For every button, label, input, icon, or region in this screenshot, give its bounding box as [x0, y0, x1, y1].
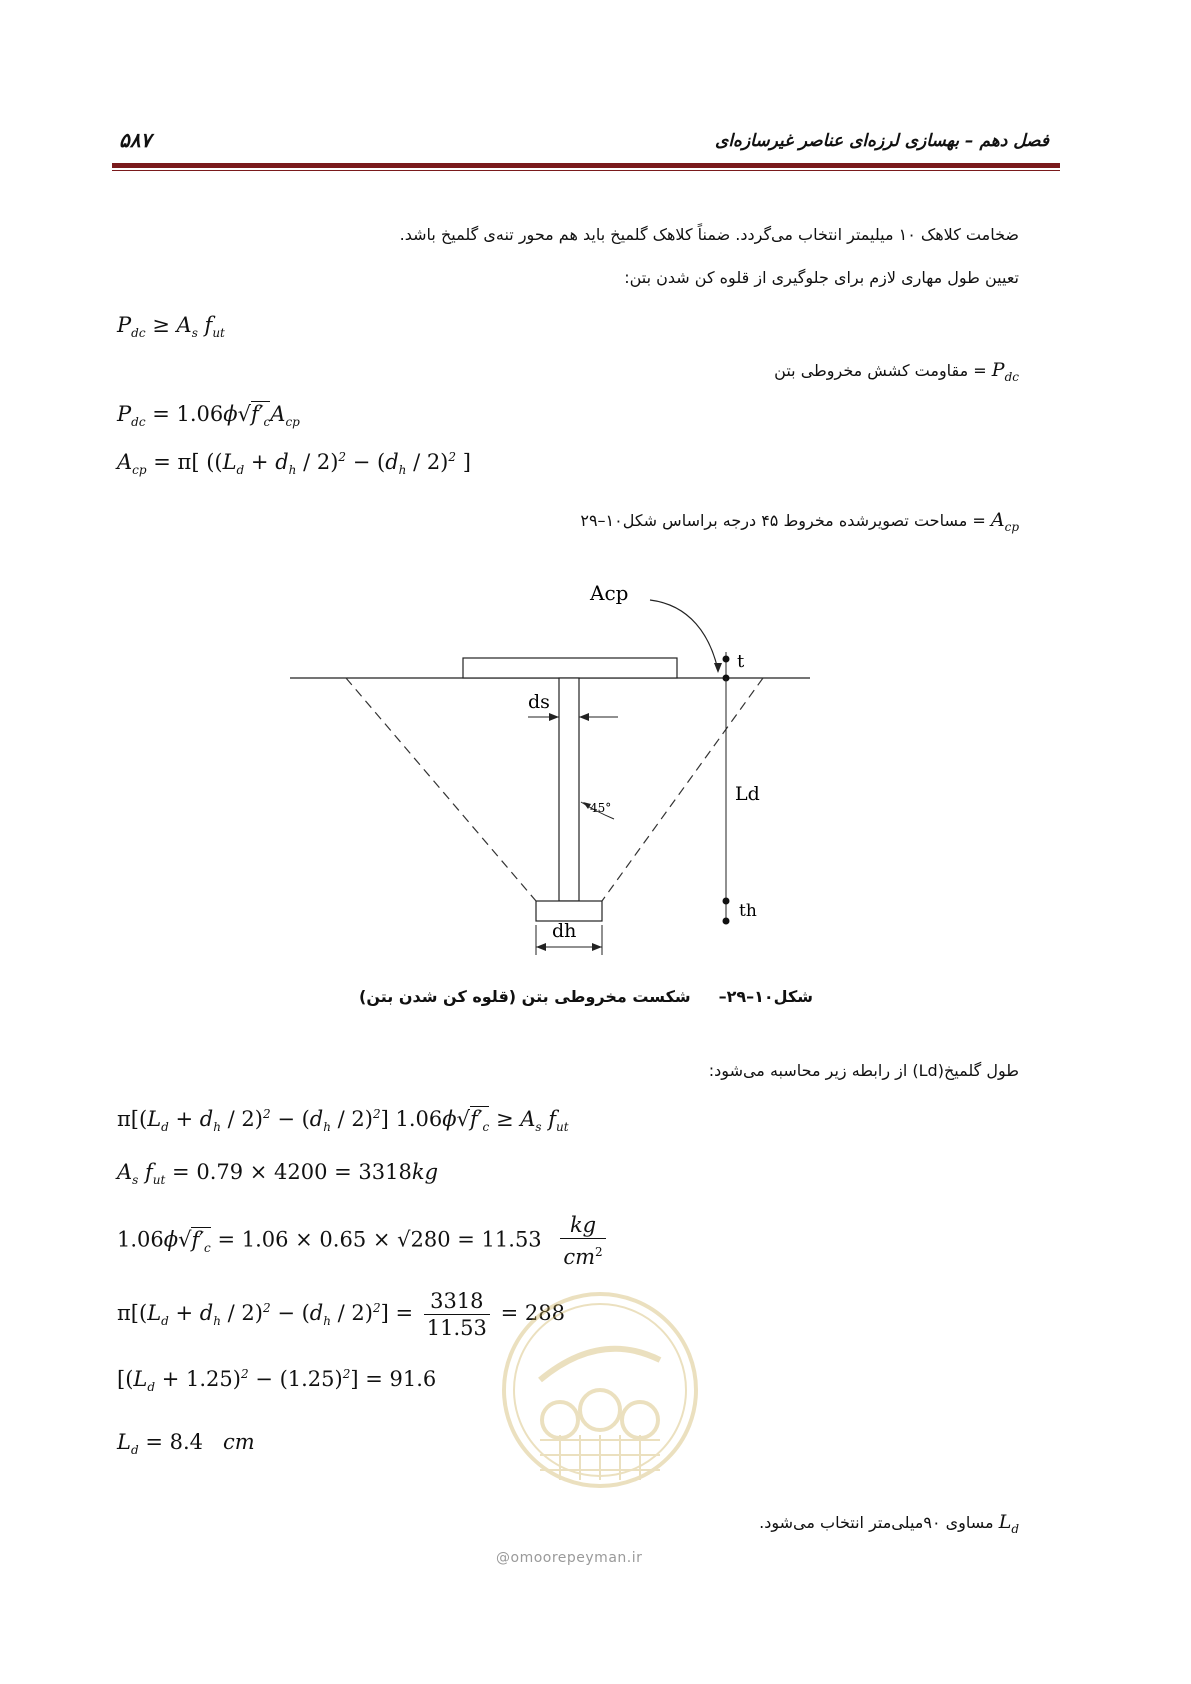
figure-caption — [359, 987, 813, 1006]
stud-head — [536, 901, 602, 921]
equation-ld-result: $L_d = 8.4$ cm — [117, 1430, 255, 1458]
page-number: ۵۸۷ — [119, 128, 152, 152]
header-rule-thin — [112, 170, 1060, 171]
definition-pdc: $P_{dc}$ = مقاومت کشش مخروطی بتن — [774, 359, 1019, 384]
chapter-title: فصل دهم – بهسازی لرزه‌ای عناصر غیرسازه‌ای — [715, 131, 1049, 151]
cone-left-edge — [346, 678, 536, 901]
equation-concrete-strength: $1.06\phi√f'_c = 1.06 \times 0.65 \times √280 = 11.53$ $\frac{kg}{cm^2}$ — [117, 1212, 610, 1270]
th-label: th — [739, 901, 757, 921]
figure-caption-text: شکست مخروطی بتن (قلوه کن شدن بتن) — [359, 987, 691, 1006]
paragraph-cap-thickness: ضخامت کلاهک ۱۰ میلیمتر انتخاب می‌گردد. ضمناً کلاهک گلمیخ باید هم محور تنه‌ی گلمیخ باشد. — [399, 225, 1019, 244]
stud-cap — [463, 658, 677, 678]
equation-pdc: $P_{dc} = 1.06\phi√f'_cA_{cp}$ — [117, 402, 300, 430]
conclusion-line: $L_d$ مساوی ۹۰میلی‌متر انتخاب می‌شود. — [759, 1511, 1019, 1536]
ds-label: ds — [528, 691, 550, 713]
paragraph-ld-calc: طول گلمیخ(Ld) از رابطه زیر محاسبه می‌شود: — [708, 1061, 1019, 1080]
dh-label: dh — [552, 920, 577, 942]
equation-ld-quadratic: $[(L_d + 1.25)^2 - (1.25)^2] = 91.6$ — [117, 1367, 437, 1395]
equation-area-result: $\pi[(L_d + d_h / 2)^2 - (d_h / 2)^2]$ = $\frac{3318}{11.53}$ = 288 — [117, 1289, 565, 1340]
header-rule — [112, 163, 1060, 168]
watermark-logo — [500, 1290, 700, 1490]
t-label: t — [737, 651, 745, 672]
figure-number: شکل۱۰–۲۹– — [718, 987, 813, 1006]
definition-acp: $A_{cp}$ = مساحت تصویرشده مخروط ۴۵ درجه براساس شکل۱۰–۲۹ — [580, 509, 1019, 534]
stud-shank — [559, 678, 579, 901]
angle-label: 45° — [590, 801, 612, 815]
equation-as-fut: $A_s$ $f_{ut} = 0.79 \times 4200 = 3318kg$ — [117, 1160, 439, 1188]
equation-acp: $A_{cp} = \pi$[ ($(L_d + d_h / 2)^2 - (d_h / 2)^2$ ] — [117, 450, 471, 478]
paragraph-anchor-length-heading: تعیین طول مهاری لازم برای جلوگیری از قلوه کن شدن بتن: — [624, 268, 1019, 287]
equation-main-inequality: $\pi[(L_d + d_h / 2)^2 - (d_h / 2)^2] 1.06\phi√f'_c \ge A_s$ $f_{ut}$ — [117, 1107, 569, 1135]
acp-label: Acp — [590, 581, 629, 605]
watermark-url: @omoorepeyman.ir — [496, 1550, 643, 1566]
ld-label: Ld — [735, 783, 760, 805]
equation-pdc-inequality: $P_{dc} \ge A_s$ $f_{ut}$ — [117, 313, 225, 341]
cone-failure-figure — [290, 575, 820, 975]
